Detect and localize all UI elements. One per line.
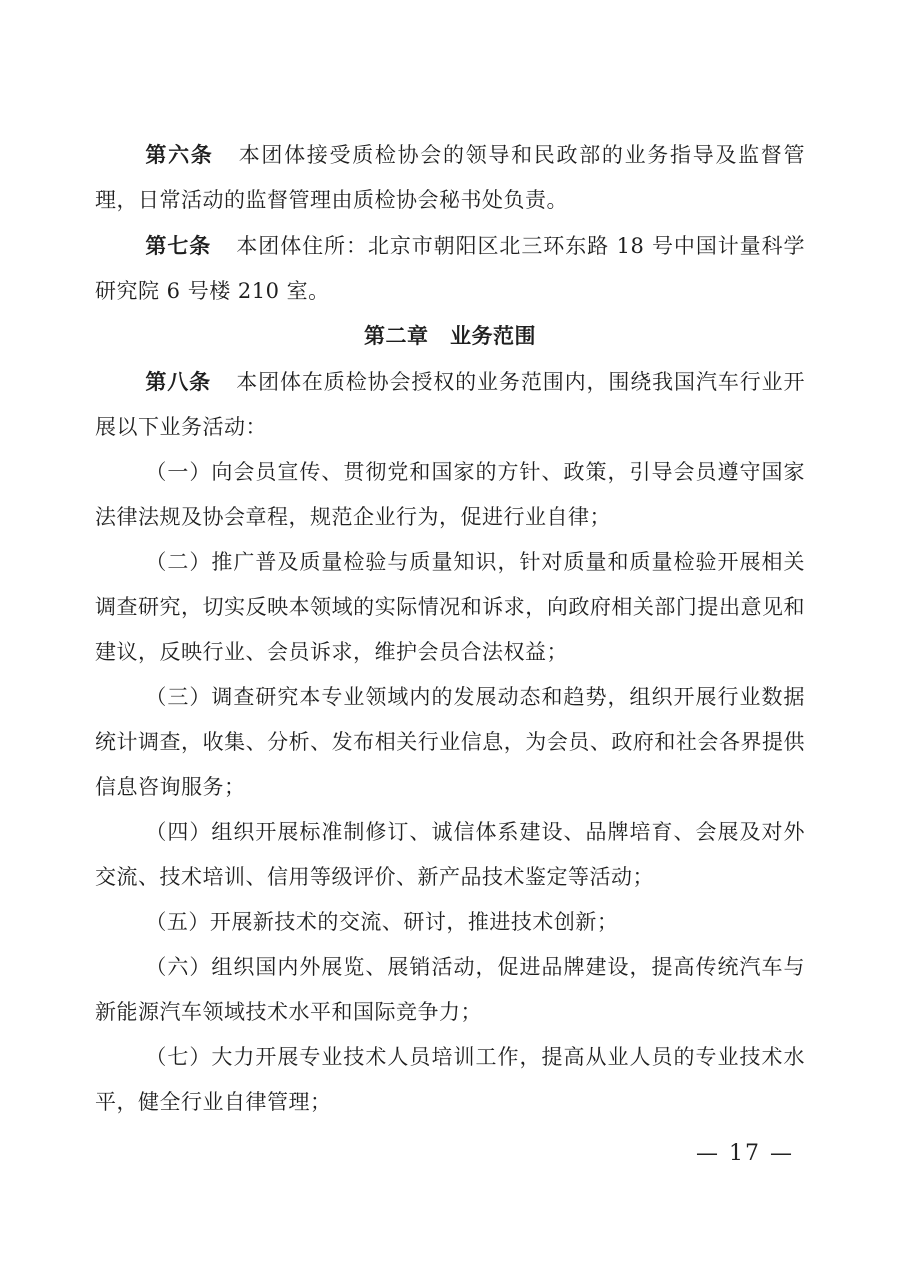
article-6-text: 本团体接受质检协会的领导和民政部的业务指导及监督管理，日常活动的监督管理由质检协会秘书处负责。 — [95, 143, 806, 212]
chapter-heading: 第二章 业务范围 — [364, 324, 536, 348]
article-7-paragraph — [95, 223, 805, 314]
business-item-2: （二）推广普及质量检验与质量知识，针对质量和质量检验开展相关调查研究，切实反映本领域的实际情况和诉求，向政府相关部门提出意见和建议，反映行业、会员诉求，维护会员合法权益； — [95, 550, 805, 664]
document-body — [95, 132, 805, 1125]
page-number: — 17 — — [696, 1141, 794, 1166]
article-8-paragraph — [95, 359, 805, 450]
business-item-7: （七）大力开展专业技术人员培训工作，提高从业人员的专业技术水平，健全行业自律管理； — [95, 1045, 805, 1114]
business-item-1: （一）向会员宣传、贯彻党和国家的方针、政策，引导会员遵守国家法律法规及协会章程，规范企业行为，促进行业自律； — [95, 460, 805, 529]
article-7-text: 本团体住所：北京市朝阳区北三环东路 18 号中国计量科学研究院 6 号楼 210 室。 — [95, 234, 806, 303]
article-6-paragraph — [95, 132, 805, 223]
article-7-label: 第七条 — [145, 233, 212, 258]
business-item-3: （三）调查研究本专业领域内的发展动态和趋势，组织开展行业数据统计调查，收集、分析、发布相关行业信息，为会员、政府和社会各界提供信息咨询服务； — [95, 685, 805, 799]
business-item-5: （五）开展新技术的交流、研讨，推进技术创新； — [145, 910, 619, 934]
article-6-label: 第六条 — [145, 142, 214, 167]
business-item-4: （四）组织开展标准制修订、诚信体系建设、品牌培育、会展及对外交流、技术培训、信用等级评价、新产品技术鉴定等活动； — [95, 820, 805, 889]
business-item-6: （六）组织国内外展览、展销活动，促进品牌建设，提高传统汽车与新能源汽车领域技术水平和国际竞争力； — [95, 955, 805, 1024]
article-8-text: 本团体在质检协会授权的业务范围内，围绕我国汽车行业开展以下业务活动： — [95, 370, 805, 439]
article-8-label: 第八条 — [145, 369, 212, 394]
